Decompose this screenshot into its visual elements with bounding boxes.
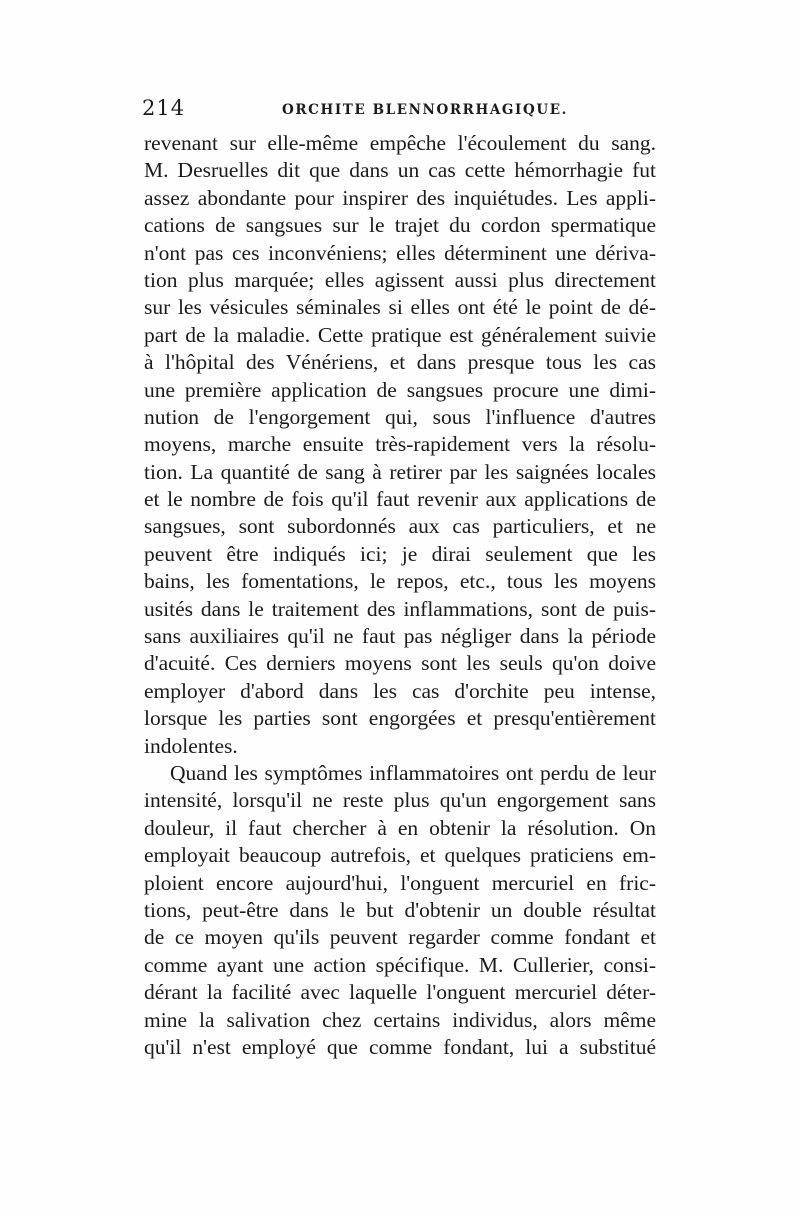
text-line: assez abondante pour inspirer des inquiétudes. Les appli- — [144, 185, 656, 210]
text-line: employer d'abord dans les cas d'orchite peu intense, — [144, 678, 656, 703]
text-line: comme ayant une action spécifique. M. Cullerier, consi- — [144, 952, 656, 977]
text-line: intensité, lorsqu'il ne reste plus qu'un engorgement sans — [144, 788, 656, 813]
text-line: et le nombre de fois qu'il faut revenir aux applications de — [144, 487, 656, 512]
text-line: sur les vésicules séminales si elles ont été le point de dé- — [144, 295, 656, 320]
text-line: Quand les symptômes inflammatoires ont perdu de leur — [170, 760, 656, 785]
running-head — [142, 96, 656, 126]
text-line: nution de l'engorgement qui, sous l'influence d'autres — [144, 404, 656, 429]
text-line: lorsque les parties sont engorgées et presqu'entièrement — [144, 706, 656, 731]
running-title: ORCHITE BLENNORRHAGIQUE. — [282, 102, 568, 118]
text-line: moyens, marche ensuite très-rapidement vers la résolu- — [144, 432, 656, 457]
text-line: indolentes. — [144, 733, 238, 758]
text-line: employait beaucoup autrefois, et quelques praticiens em- — [144, 843, 656, 868]
text-line: sans auxiliaires qu'il ne faut pas négliger dans la période — [144, 624, 656, 649]
text-line: une première application de sangsues procure une dimi- — [144, 377, 656, 402]
text-line: douleur, il faut chercher à en obtenir la résolution. On — [144, 815, 656, 840]
text-line: cations de sangsues sur le trajet du cordon spermatique — [144, 213, 656, 238]
text-line: d'acuité. Ces derniers moyens sont les seuls qu'on doive — [144, 651, 656, 676]
text-line: M. Desruelles dit que dans un cas cette hémorrhagie fut — [144, 158, 656, 183]
text-line: qu'il n'est employé que comme fondant, lui a substitué — [144, 1034, 656, 1059]
page-number: 214 — [142, 96, 186, 120]
text-line: peuvent être indiqués ici; je dirai seulement que les — [144, 541, 656, 566]
text-line: tion. La quantité de sang à retirer par les saignées locales — [144, 459, 656, 484]
text-line: bains, les fomentations, le repos, etc., tous les moyens — [144, 569, 656, 594]
text-line: part de la maladie. Cette pratique est généralement suivie — [144, 322, 656, 347]
text-line: tions, peut-être dans le but d'obtenir un double résultat — [144, 897, 656, 922]
text-line: n'ont pas ces inconvéniens; elles déterminent une dériva- — [144, 240, 656, 265]
text-line: tion plus marquée; elles agissent aussi plus directement — [144, 267, 656, 292]
text-line: mine la salivation chez certains individus, alors même — [144, 1007, 656, 1032]
body-text — [144, 130, 656, 1061]
text-line: à l'hôpital des Vénériens, et dans presque tous les cas — [144, 350, 656, 375]
text-line: usités dans le traitement des inflammations, sont de puis- — [144, 596, 656, 621]
text-line: revenant sur elle-même empêche l'écoulement du sang. — [144, 131, 656, 155]
text-line: dérant la facilité avec laquelle l'onguent mercuriel déter- — [144, 980, 656, 1005]
text-line: sangsues, sont subordonnés aux cas particuliers, et ne — [144, 514, 656, 539]
text-line: de ce moyen qu'ils peuvent regarder comme fondant et — [144, 925, 656, 950]
text-line: ploient encore aujourd'hui, l'onguent mercuriel en fric- — [144, 870, 656, 895]
